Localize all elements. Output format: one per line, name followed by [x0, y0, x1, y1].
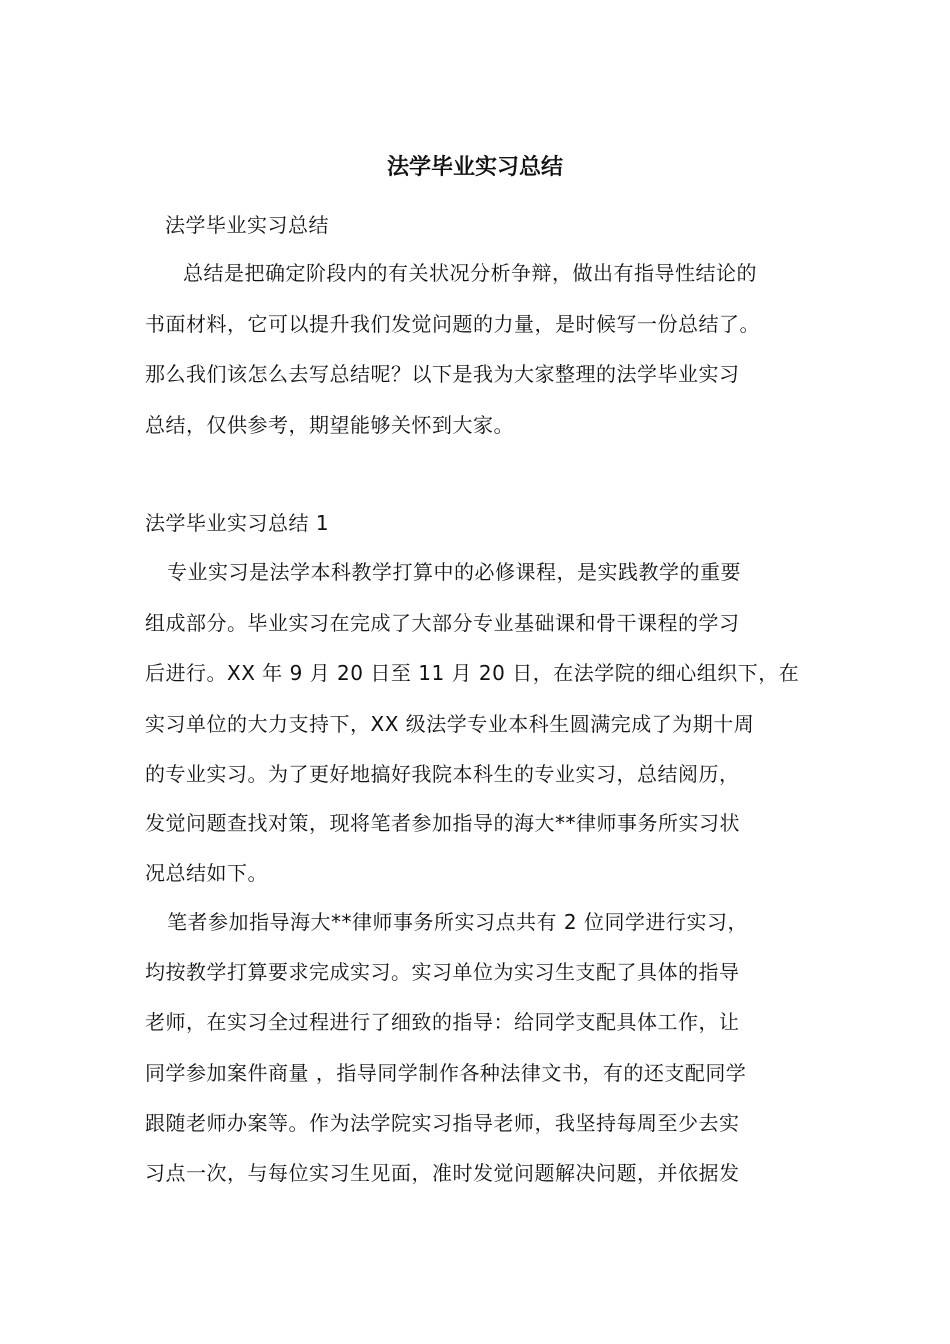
document-subtitle: 法学毕业实习总结: [165, 213, 329, 237]
intro-line-4: 总结，仅供参考，期望能够关怀到大家。: [145, 413, 514, 437]
para2-line-3: 老师，在实习全过程进行了细致的指导：给同学支配具体工作，让: [145, 1010, 740, 1034]
intro-line-1: 总结是把确定阶段内的有关状况分析争辩，做出有指导性结论的: [183, 261, 757, 285]
para1-line-1: 专业实习是法学本科教学打算中的必修课程，是实践教学的重要: [167, 560, 741, 584]
section-heading: 法学毕业实习总结 1: [145, 511, 330, 535]
para1-line-2: 组成部分。毕业实习在完成了大部分专业基础课和骨干课程的学习: [145, 611, 740, 635]
para2-line-5: 跟随老师办案等。作为法学院实习指导老师，我坚持每周至少去实: [145, 1111, 740, 1135]
para2-line-2: 均按教学打算要求完成实习。实习单位为实习生支配了具体的指导: [145, 960, 740, 984]
para1-line-7: 况总结如下。: [145, 861, 268, 885]
para1-line-6: 发觉问题查找对策，现将笔者参加指导的海大**律师事务所实习状: [145, 811, 740, 835]
intro-line-3: 那么我们该怎么去写总结呢？以下是我为大家整理的法学毕业实习: [145, 362, 740, 386]
para1-line-4: 实习单位的大力支持下，XX 级法学专业本科生圆满完成了为期十周: [145, 712, 755, 736]
document-title: 法学毕业实习总结: [386, 155, 563, 180]
para2-line-1: 笔者参加指导海大**律师事务所实习点共有 2 位同学进行实习，: [167, 910, 748, 934]
para1-line-3: 后进行。XX 年 9 月 20 日至 11 月 20 日，在法学院的细心组织下，在: [145, 661, 800, 685]
para2-line-6: 习点一次，与每位实习生见面，准时发觉问题解决问题，并依据发: [145, 1161, 740, 1185]
intro-line-2: 书面材料，它可以提升我们发觉问题的力量，是时候写一份总结了。: [145, 312, 760, 336]
para2-line-4: 同学参加案件商量 ，指导同学制作各种法律文书，有的还支配同学: [145, 1061, 747, 1085]
para1-line-5: 的专业实习。为了更好地搞好我院本科生的专业实习，总结阅历，: [145, 762, 740, 786]
